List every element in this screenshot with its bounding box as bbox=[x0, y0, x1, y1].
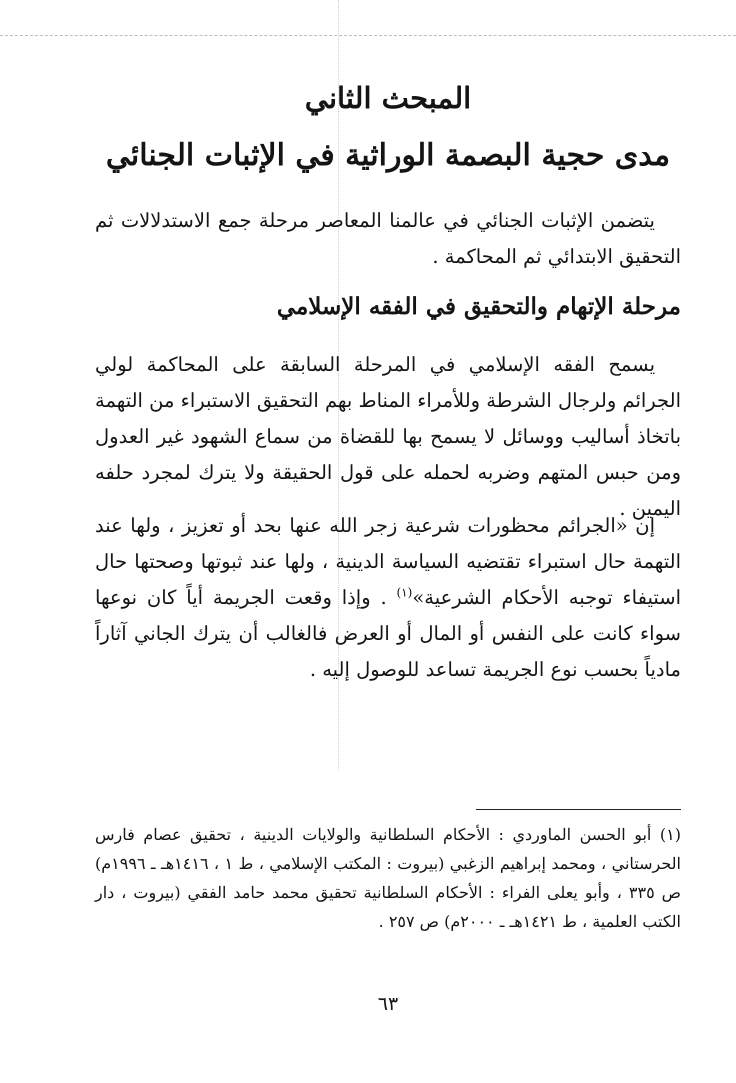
footnote-text: (١) أبو الحسن الماوردي : الأحكام السلطانية والولايات الدينية ، تحقيق عصام فارس الحرستاني ، ومحمد إبراهيم الزغبي (بيروت : المكتب الإسلامي ، ط ١ ، ١٤١٦هـ ـ ١٩٩٦م) ص ٣٣٥ ، وأبو يعلى الفراء : الأحكام السلطانية تحقيق محمد حامد الفقي (بيروت ، دار الكتب العلمية ، ط ١٤٢١هـ ـ ٢٠٠٠م) ص ٢٥٧ . bbox=[95, 825, 682, 931]
body-paragraph-1: يسمح الفقه الإسلامي في المرحلة السابقة على المحاكمة لولي الجرائم ولرجال الشرطة وللأمراء المناط بهم التحقيق الاستبراء من التهمة باتخاذ أساليب ووسائل لا يسمح بها للقضاة من سماع الشهود غير العدول ومن حبس المتهم وضربه لحمله على قول الحقيقة ولا يترك لمجرد حلفه اليمين . bbox=[95, 353, 681, 520]
chapter-title: المبحث الثاني bbox=[304, 81, 472, 115]
page-number: ٦٣ bbox=[377, 993, 399, 1015]
scan-artifact-top-line bbox=[0, 35, 736, 36]
body-paragraph-2 bbox=[95, 508, 681, 688]
main-title: مدى حجية البصمة الوراثية في الإثبات الجنائي bbox=[105, 138, 671, 173]
paragraph-2-text-before-ref: إن «الجرائم محظورات شرعية زجر الله عنها بحد أو تعزيز ، ولها عند التهمة حال استبراء تقتضيه السياسة الدينية ، ولها عند ثبوتها وصحتها حال استيفاء توجبه الأحكام الشرعية» bbox=[95, 514, 681, 609]
footnote-divider bbox=[476, 809, 681, 810]
document-page bbox=[95, 60, 681, 1070]
intro-paragraph: يتضمن الإثبات الجنائي في عالمنا المعاصر مرحلة جمع الاستدلالات ثم التحقيق الابتدائي ثم المحاكمة . bbox=[95, 209, 681, 268]
paragraph-2-text-after-ref: . وإذا وقعت الجريمة أياً كان نوعها سواء كانت على النفس أو المال أو العرض فالغالب أن يترك الجاني آثاراً مادياً بحسب نوع الجريمة تساعد للوصول إليه . bbox=[95, 586, 681, 681]
footnote-reference: (١) bbox=[396, 585, 413, 600]
section-heading: مرحلة الإتهام والتحقيق في الفقه الإسلامي bbox=[276, 293, 681, 320]
